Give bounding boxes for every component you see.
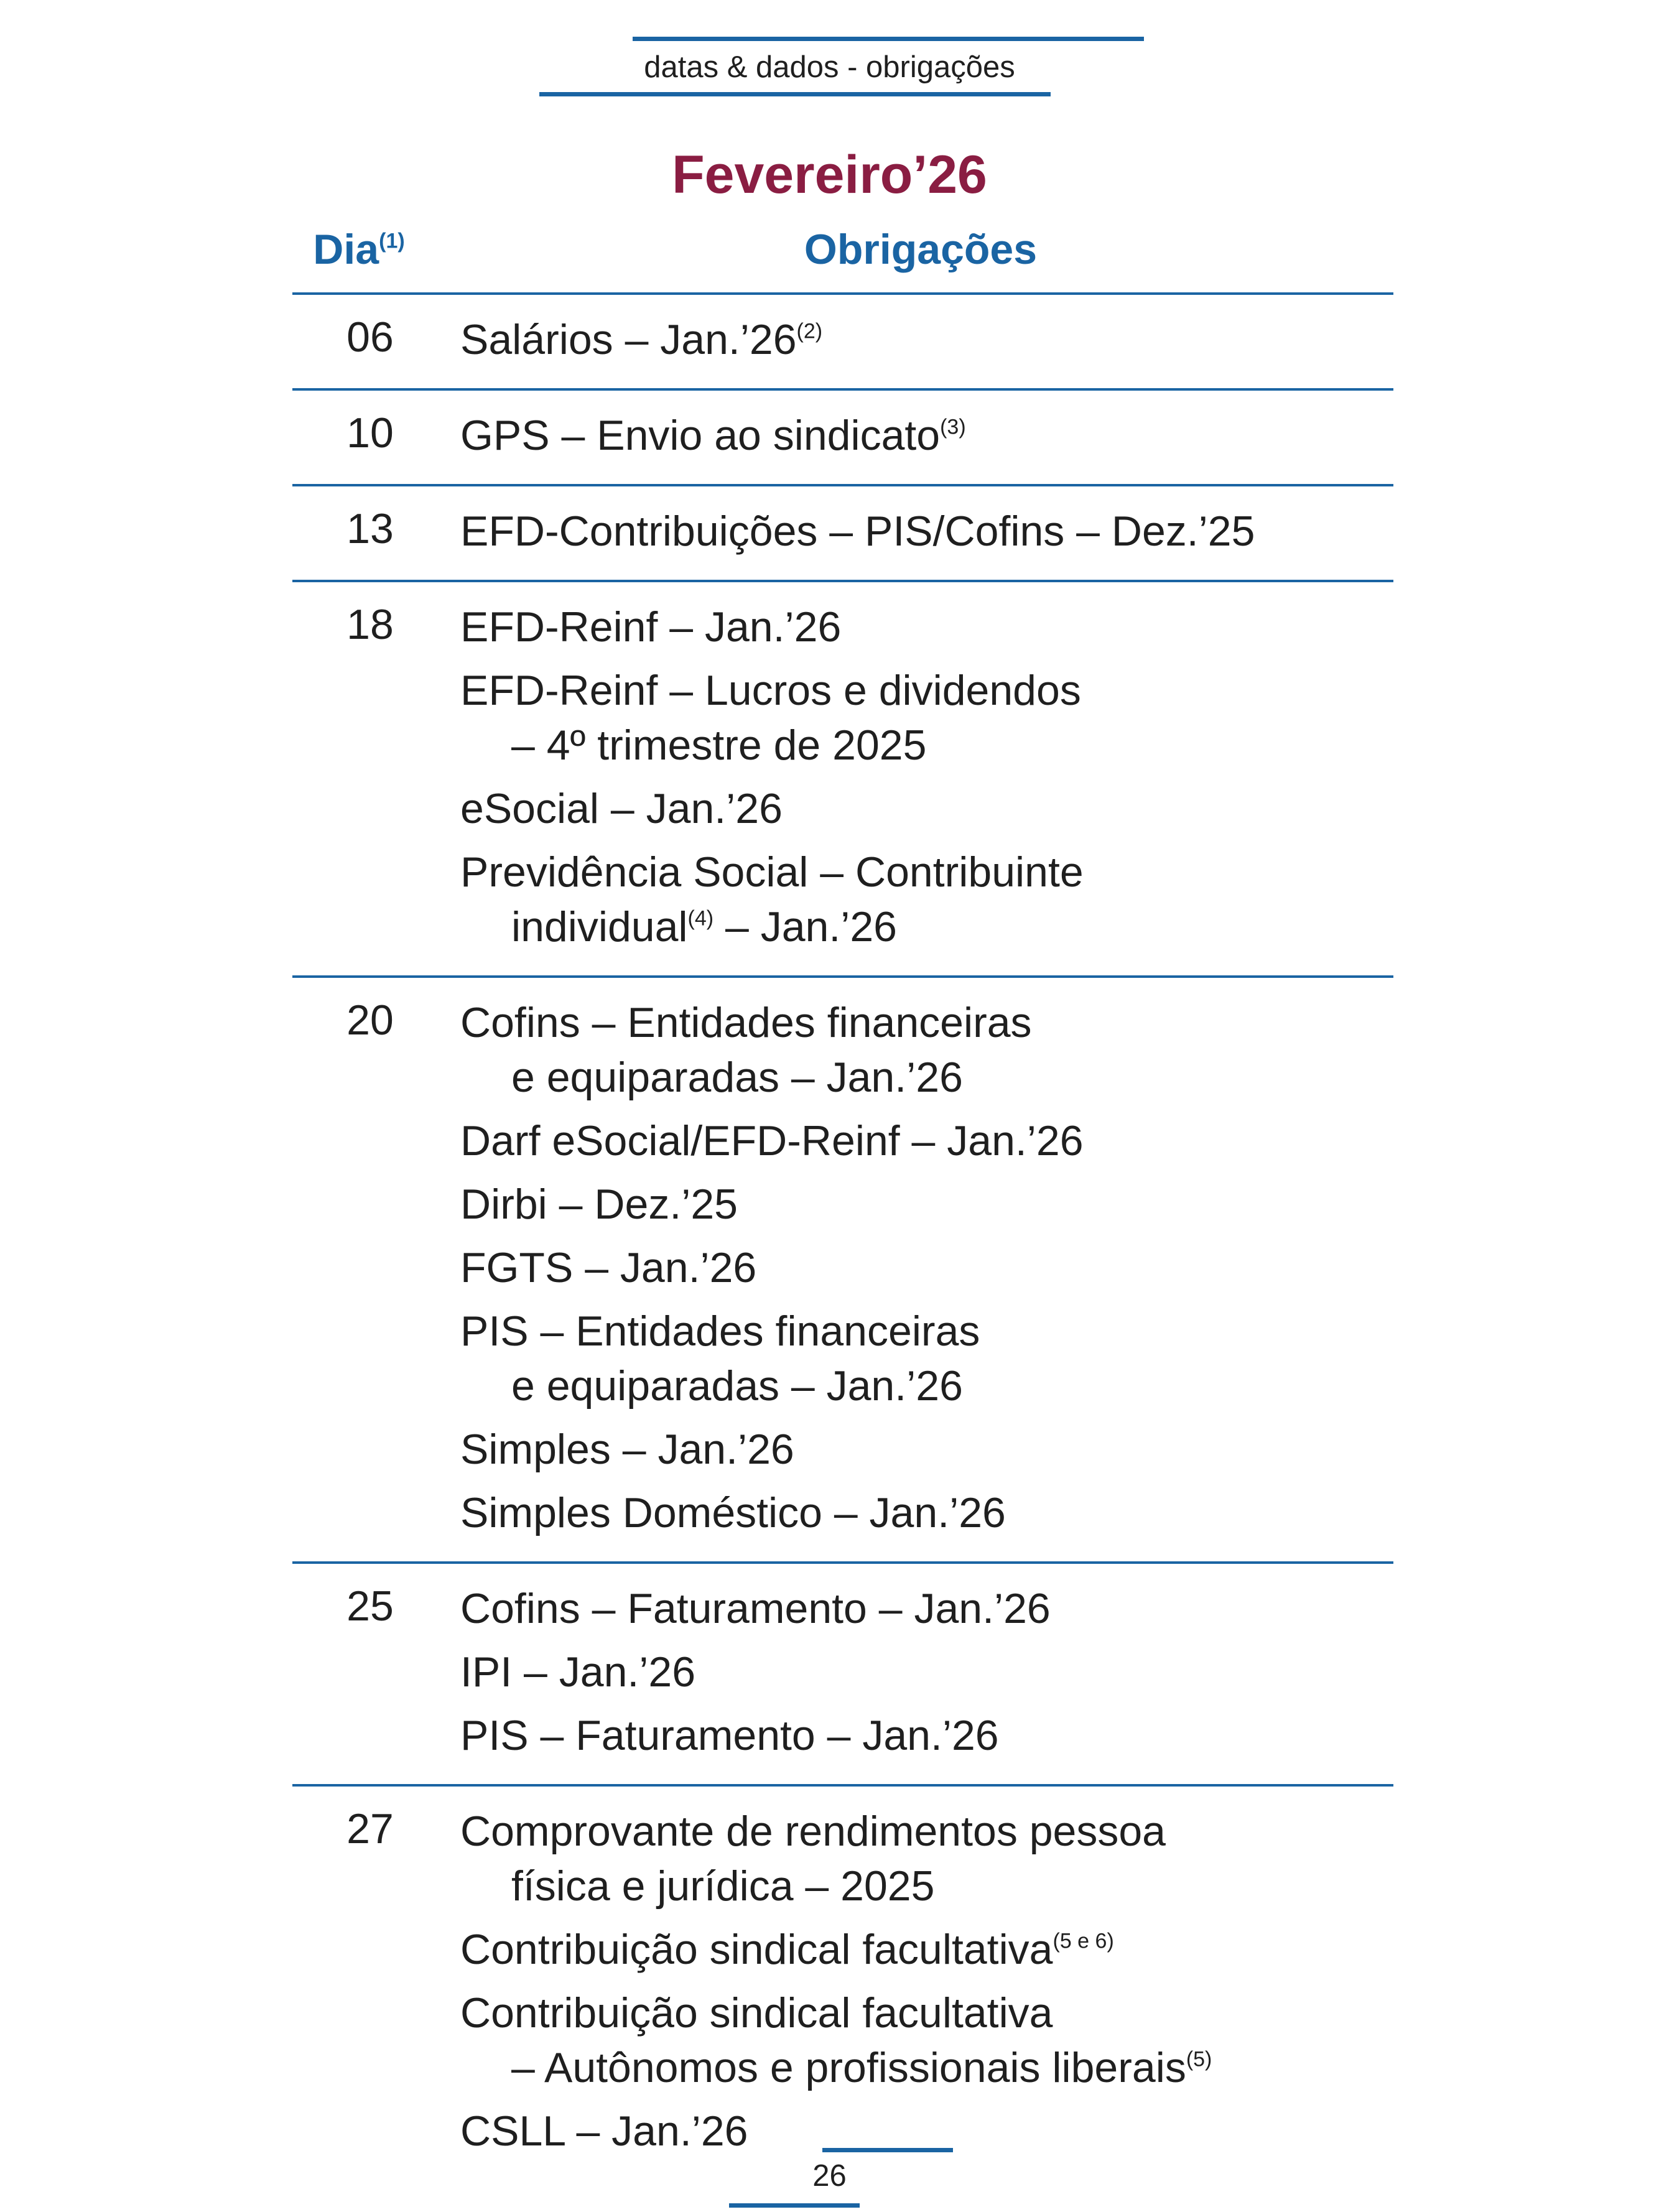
day-cell: 13 xyxy=(346,505,394,552)
table-row xyxy=(292,388,1393,484)
obligations-cell xyxy=(448,600,1393,963)
obligation-item xyxy=(460,995,1393,1105)
column-header-obligations: Obrigações xyxy=(804,226,1038,273)
table-row xyxy=(292,1561,1393,1784)
obligation-text-continued: individual xyxy=(511,903,688,950)
footnote-ref: (5) xyxy=(1186,2047,1212,2071)
obligation-text-continued: – Autônomos e profissionais liberais xyxy=(511,2044,1186,2091)
obligation-item xyxy=(460,1422,1393,1477)
obligation-continuation xyxy=(460,899,1393,954)
table-row xyxy=(292,580,1393,975)
page-number: 26 xyxy=(812,2159,847,2193)
day-cell: 10 xyxy=(346,409,394,457)
page-title: Fevereiro’26 xyxy=(672,145,987,205)
day-cell: 27 xyxy=(346,1805,394,1852)
obligation-text: Previdência Social – Contribuinte xyxy=(460,848,1084,896)
obligation-item xyxy=(460,663,1393,773)
obligation-text: PIS – Entidades financeiras xyxy=(460,1308,980,1355)
obligation-continuation xyxy=(460,1050,1393,1105)
day-cell: 18 xyxy=(346,601,394,648)
obligations-cell xyxy=(448,995,1393,1549)
obligation-item xyxy=(460,504,1393,559)
obligation-item xyxy=(460,1485,1393,1540)
day-cell: 25 xyxy=(346,1582,394,1630)
footnote-ref: (4) xyxy=(687,906,714,931)
obligation-text-continued: – 4º trimestre de 2025 xyxy=(511,722,927,769)
obligation-text: Cofins – Faturamento – Jan.’26 xyxy=(460,1585,1051,1632)
obligation-text: FGTS – Jan.’26 xyxy=(460,1244,757,1291)
obligation-text: Contribuição sindical facultativa xyxy=(460,1926,1053,1973)
obligation-text: eSocial – Jan.’26 xyxy=(460,785,783,832)
obligation-continuation xyxy=(460,1359,1393,1413)
obligation-text: Simples Doméstico – Jan.’26 xyxy=(460,1489,1006,1536)
footnote-ref: (3) xyxy=(940,415,966,439)
obligations-cell xyxy=(448,1804,1393,2167)
obligation-text: Dirbi – Dez.’25 xyxy=(460,1181,738,1228)
obligation-text: EFD-Reinf – Jan.’26 xyxy=(460,603,842,651)
obligation-text: IPI – Jan.’26 xyxy=(460,1648,696,1696)
obligation-item xyxy=(460,1113,1393,1168)
obligation-item xyxy=(460,1708,1393,1763)
obligation-item xyxy=(460,845,1393,954)
table-row xyxy=(292,1784,1393,2180)
header-rule-bottom xyxy=(539,92,1051,96)
obligation-text-continued: e equiparadas – Jan.’26 xyxy=(511,1362,963,1410)
footer-rule-top xyxy=(822,2148,953,2152)
obligation-text-continued: física e jurídica – 2025 xyxy=(511,1862,935,1910)
footnote-ref: (2) xyxy=(796,319,823,343)
table-row xyxy=(292,484,1393,580)
footnote-ref: (5 e 6) xyxy=(1053,1929,1114,1953)
obligation-item xyxy=(460,1304,1393,1413)
obligation-continuation xyxy=(460,2040,1393,2095)
obligation-item xyxy=(460,1240,1393,1295)
table-row xyxy=(292,975,1393,1561)
obligation-text-continued: – Jan.’26 xyxy=(713,903,897,950)
obligation-item xyxy=(460,600,1393,654)
obligation-text: Cofins – Entidades financeiras xyxy=(460,999,1032,1046)
obligation-item xyxy=(460,1581,1393,1636)
obligation-item xyxy=(460,1177,1393,1232)
obligation-item xyxy=(460,781,1393,836)
obligation-item xyxy=(460,1922,1393,1977)
column-header-day xyxy=(292,225,425,274)
obligation-text: EFD-Contribuições – PIS/Cofins – Dez.’25 xyxy=(460,508,1255,555)
obligation-text: Contribuição sindical facultativa xyxy=(460,1989,1053,2037)
obligations-cell xyxy=(448,1581,1393,1772)
obligation-text: Simples – Jan.’26 xyxy=(460,1426,794,1473)
table-row xyxy=(292,292,1393,388)
obligations-table xyxy=(292,292,1393,2180)
obligation-item xyxy=(460,1645,1393,1699)
obligation-text: PIS – Faturamento – Jan.’26 xyxy=(460,1712,999,1759)
obligation-item xyxy=(460,1804,1393,1913)
obligations-cell xyxy=(448,312,1393,376)
column-header-day-label: Dia xyxy=(313,226,379,273)
day-cell: 20 xyxy=(346,997,394,1044)
obligation-text: CSLL – Jan.’26 xyxy=(460,2107,748,2155)
footer-rule-bottom xyxy=(729,2203,860,2208)
footnote-ref: (1) xyxy=(379,229,405,253)
header-rule-top xyxy=(633,37,1144,41)
obligation-text: Darf eSocial/EFD-Reinf – Jan.’26 xyxy=(460,1117,1084,1164)
day-cell: 06 xyxy=(346,314,394,361)
obligation-text: Comprovante de rendimentos pessoa xyxy=(460,1808,1166,1855)
obligations-cell xyxy=(448,408,1393,472)
obligation-text: Salários – Jan.’26 xyxy=(460,316,797,363)
obligation-continuation xyxy=(460,1859,1393,1913)
obligation-text: EFD-Reinf – Lucros e dividendos xyxy=(460,667,1081,714)
obligation-item xyxy=(460,312,1393,367)
obligation-text: GPS – Envio ao sindicato xyxy=(460,412,941,459)
obligation-text-continued: e equiparadas – Jan.’26 xyxy=(511,1054,963,1101)
obligations-cell xyxy=(448,504,1393,567)
obligation-continuation xyxy=(460,718,1393,773)
obligation-item xyxy=(460,408,1393,463)
obligation-item xyxy=(460,1986,1393,2095)
running-header: datas & dados - obrigações xyxy=(644,50,1015,84)
